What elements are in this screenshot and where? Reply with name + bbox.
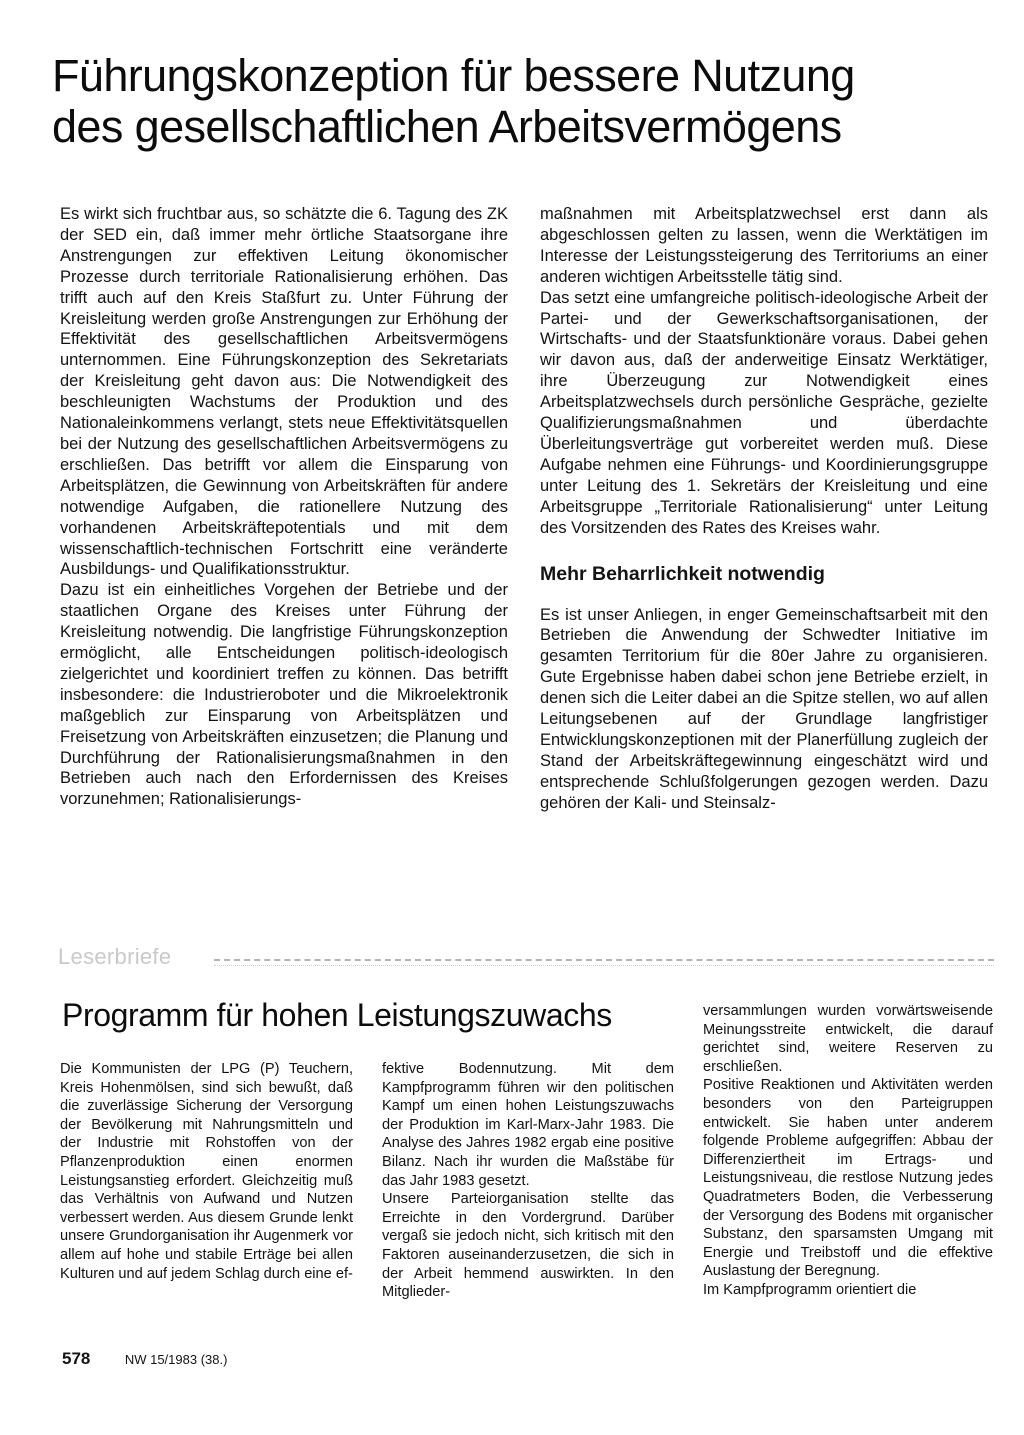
- paragraph: Das setzt eine umfangreiche politisch-ideologische Arbeit der Partei- und der Gewerkschaftsorganisationen, der Wirtschafts- und der Staatsfunktionäre voraus. Dabei gehen wir davon aus, daß der anderweitige Einsatz Werktätiger, ihre Überzeugung zur Notwendigkeit eines Arbeitsplatzwechsels durch persönliche Gespräche, gezielte Qualifizierungsmaßnahmen und überdachte Überleitungsverträge gut vorbereitet werden muß. Diese Aufgabe nehmen eine Führungs- und Koordinierungsgruppe unter Leitung des 1. Sekretärs der Kreisleitung und eine Arbeitsgruppe „Territoriale Rationalisierung“ unter Leitung des Vorsitzenden des Rates des Kreises wahr.: [540, 288, 988, 537]
- paragraph: versammlungen wurden vorwärtsweisende Meinungsstreite entwickelt, die darauf gerichtet sind, weitere Reserven zu erschließen.: [703, 1003, 993, 1075]
- letter-column-3: [703, 1002, 993, 1300]
- paragraph: Es ist unser Anliegen, in enger Gemeinschaftsarbeit mit den Betrieben die Anwendung der Schwedter Initiative im gesamten Territorium für die 80er Jahre zu organisieren. Gute Ergebnisse haben dabei schon jene Betriebe erzielt, in denen sich die Leiter dabei an die Spitze stellen, wo auf allen Leitungsebenen auf der Grundlage langfristiger Entwicklungskonzeptionen mit der Planerfüllung zugleich der Stand der Arbeitskräftegewinnung eingeschätzt wird und entsprechende Schlußfolgerungen gezogen werden. Dazu gehören der Kali- und Steinsalz-: [540, 605, 988, 812]
- section-label: Leserbriefe: [58, 944, 172, 969]
- paragraph: Dazu ist ein einheitliches Vorgehen der Betriebe und der staatlichen Organe des Kreises unter Führung der Kreisleitung notwendig. Die langfristige Führungskonzeption ermöglicht, alle Entscheidungen politisch-ideologisch zielgerichtet und koordiniert treffen zu können. Das betrifft insbesondere: die Industrieroboter und die Mikroelektronik maßgeblich zur Einsparung von Arbeitsplätzen und Freisetzung von Arbeitskräften einzusetzen; die Planung und Durchführung der Rationalisierungsmaßnahmen in den Betrieben auch nach den Erfordernissen des Kreises vorzunehmen; Rationalisierungs-: [60, 581, 508, 809]
- page-number: 578: [62, 1349, 91, 1368]
- article-subheading: Mehr Beharrlichkeit notwendig: [540, 562, 825, 585]
- article-title: [52, 50, 982, 152]
- section-divider: [214, 959, 994, 966]
- article-title-line-2: des gesellschaftlichen Arbeitsvermögens: [52, 101, 842, 152]
- letter-column-1: [60, 1060, 353, 1283]
- paragraph: Die Kommunisten der LPG (P) Teuchern, Kreis Hohenmölsen, sind sich bewußt, daß die zuverlässige Sicherung der Versorgung der Bevölkerung mit Nahrungsmitteln und der Industrie mit Rohstoffen von der Pflanzenproduktion einen enormen Leistungsanstieg erfordert. Gleichzeitig muß das Verhältnis von Aufwand und Nutzen verbessert werden. Aus diesem Grunde lenkt unsere Grundorganisation ihr Augenmerk vor allem auf hohe und stabile Erträge bei allen Kulturen und auf jedem Schlag durch eine ef-: [60, 1061, 353, 1282]
- article-column-2: [540, 204, 988, 814]
- article-column-1: [60, 204, 508, 810]
- paragraph: Es wirkt sich fruchtbar aus, so schätzte die 6. Tagung des ZK der SED ein, daß immer mehr örtliche Staatsorgane ihre Anstrengungen zur effektiven Leitung ökonomischer Prozesse durch territoriale Rationalisierung erhöhen. Das trifft auch auf den Kreis Staßfurt zu. Unter Führung der Kreisleitung werden große Anstrengungen zur Erhöhung der Effektivität des gesellschaftlichen Arbeitsvermögens unternommen. Eine Führungskonzeption des Sekretariats der Kreisleitung geht davon aus: Die Notwendigkeit des beschleunigten Wachstums der Produktion und des Nationaleinkommens verlangt, stets neue Effektivitätsquellen bei der Nutzung des gesellschaftlichen Arbeitsvermögens zu erschließen. Das betrifft vor allem die Einsparung von Arbeitsplätzen, die Gewinnung von Arbeitskräften für andere notwendige Aufgaben, die rationellere Nutzung des vorhandenen Arbeitskräftepotentials und mit dem wissenschaftlich-technischen Fortschritt eine veränderte Ausbildungs- und Qualifikationsstruktur.: [60, 205, 508, 579]
- paragraph: maßnahmen mit Arbeitsplatzwechsel erst dann als abgeschlossen gelten zu lassen, wenn die Werktätigen im Interesse der Leistungssteigerung des Territoriums an einer anderen wichtigen Arbeitsstelle tätig sind.: [540, 205, 988, 286]
- letter-title: Programm für hohen Leistungszuwachs: [62, 997, 612, 1033]
- page-footer: [62, 1349, 227, 1369]
- paragraph: Unsere Parteiorganisation stellte das Erreichte in den Vordergrund. Darüber vergaß sie jedoch nicht, sich kritisch mit den Faktoren auseinanderzusetzen, die sich in der Arbeit hemmend auswirkten. In den Mitglieder-: [382, 1191, 674, 1301]
- paragraph: fektive Bodennutzung. Mit dem Kampfprogramm führen wir den politischen Kampf um einen hohen Leistungszuwachs der Produktion im Karl-Marx-Jahr 1983. Die Analyse des Jahres 1982 ergab eine positive Bilanz. Nach ihr wurden die Maßstäbe für das Jahr 1983 gesetzt.: [382, 1061, 674, 1189]
- article-title-line-1: Führungskonzeption für bessere Nutzung: [52, 50, 855, 101]
- paragraph: Im Kampfprogramm orientiert die: [703, 1281, 917, 1298]
- paragraph: Positive Reaktionen und Aktivitäten werden besonders von den Parteigruppen entwickelt. Sie haben unter anderem folgende Probleme aufgegriffen: Abbau der Differenziertheit im Ertrags- und Leistungsniveau, die restlose Nutzung jedes Quadratmeters Boden, die Verbesserung der Versorgung des Bodens mit organischer Substanz, den sparsamsten Umgang mit Energie und Treibstoff und die effektive Auslastung der Beregnung.: [703, 1077, 993, 1280]
- issue-info: NW 15/1983 (38.): [124, 1352, 228, 1367]
- section-header: [58, 943, 994, 975]
- letter-column-2: [382, 1060, 674, 1302]
